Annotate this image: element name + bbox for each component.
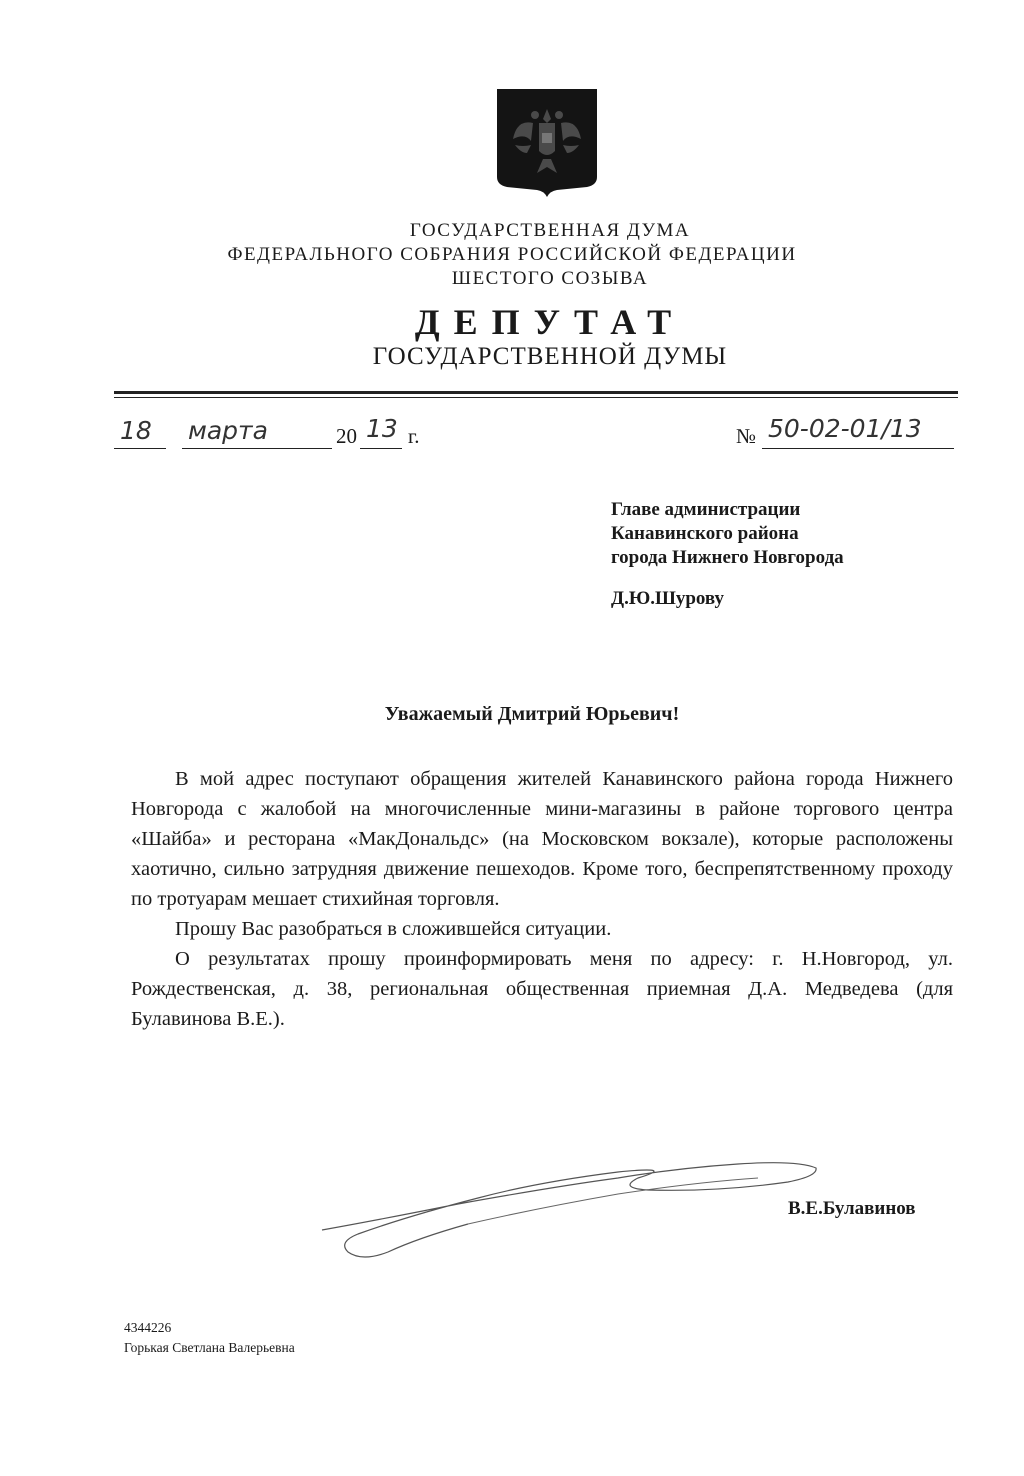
handwritten-signature — [318, 1152, 828, 1267]
header-rule-thin — [114, 397, 958, 398]
date-number-row — [114, 414, 958, 458]
body-paragraph: В мой адрес поступают обращения жителей Канавинского района города Нижнего Новгорода с жалобой на многочисленные мини-магазины в районе торгового центра «Шайба» и ресторана «МакДональдс» (на Московском вокзале), которые расположены хаотично, сильно затрудняя движение пешеходов. Кроме того, беспрепятственному проходу по тротуарам мешает стихийная торговля. — [131, 768, 953, 910]
addressee-line1: Главе администрации — [611, 499, 801, 520]
addressee-name: Д.Ю.Шурову — [611, 588, 725, 609]
handwritten-day: 18 — [120, 416, 152, 445]
org-name-line1: ГОСУДАРСТВЕННАЯ ДУМА — [409, 220, 691, 241]
org-name-line2: ФЕДЕРАЛЬНОГО СОБРАНИЯ РОССИЙСКОЙ ФЕДЕРАЦИИ — [227, 244, 797, 265]
addressee-line2: Канавинского района — [611, 523, 799, 544]
number-label: № — [736, 424, 757, 448]
body-paragraph: О результатах прошу проинформировать меня по адресу: г. Н.Новгород, ул. Рождественская, д. 38, региональная общественная приемная Д.А. Медведева (для Булавинова В.Е.). — [131, 948, 953, 1030]
signer-name: В.Е.Булавинов — [788, 1198, 916, 1219]
year-prefix: 20 — [336, 424, 357, 448]
letter-body — [131, 764, 953, 1034]
day-line — [114, 448, 166, 449]
handwritten-number: 50-02-01/13 — [768, 414, 922, 443]
handwritten-year: 13 — [366, 414, 398, 443]
number-line — [762, 448, 954, 449]
greeting: Уважаемый Дмитрий Юрьевич! — [384, 703, 680, 725]
executor-phone: 4344226 — [124, 1320, 172, 1335]
addressee-line3: города Нижнего Новгорода — [611, 547, 844, 568]
org-name-line3: ШЕСТОГО СОЗЫВА — [451, 268, 649, 289]
coat-of-arms-icon — [497, 89, 597, 197]
year-unit: г. — [408, 424, 420, 448]
header-rule-thick — [114, 391, 958, 394]
letterhead-subtitle: ГОСУДАРСТВЕННОЙ ДУМЫ — [372, 343, 728, 370]
letterhead-title: ДЕПУТАТ — [414, 302, 686, 342]
handwritten-month: марта — [188, 416, 268, 445]
addressee-block — [611, 498, 844, 570]
executor-name: Горькая Светлана Валерьевна — [124, 1340, 295, 1355]
executor-footer — [124, 1318, 295, 1358]
year-line — [360, 448, 402, 449]
month-line — [182, 448, 332, 449]
body-paragraph: Прошу Вас разобраться в сложившейся ситуации. — [175, 918, 612, 940]
